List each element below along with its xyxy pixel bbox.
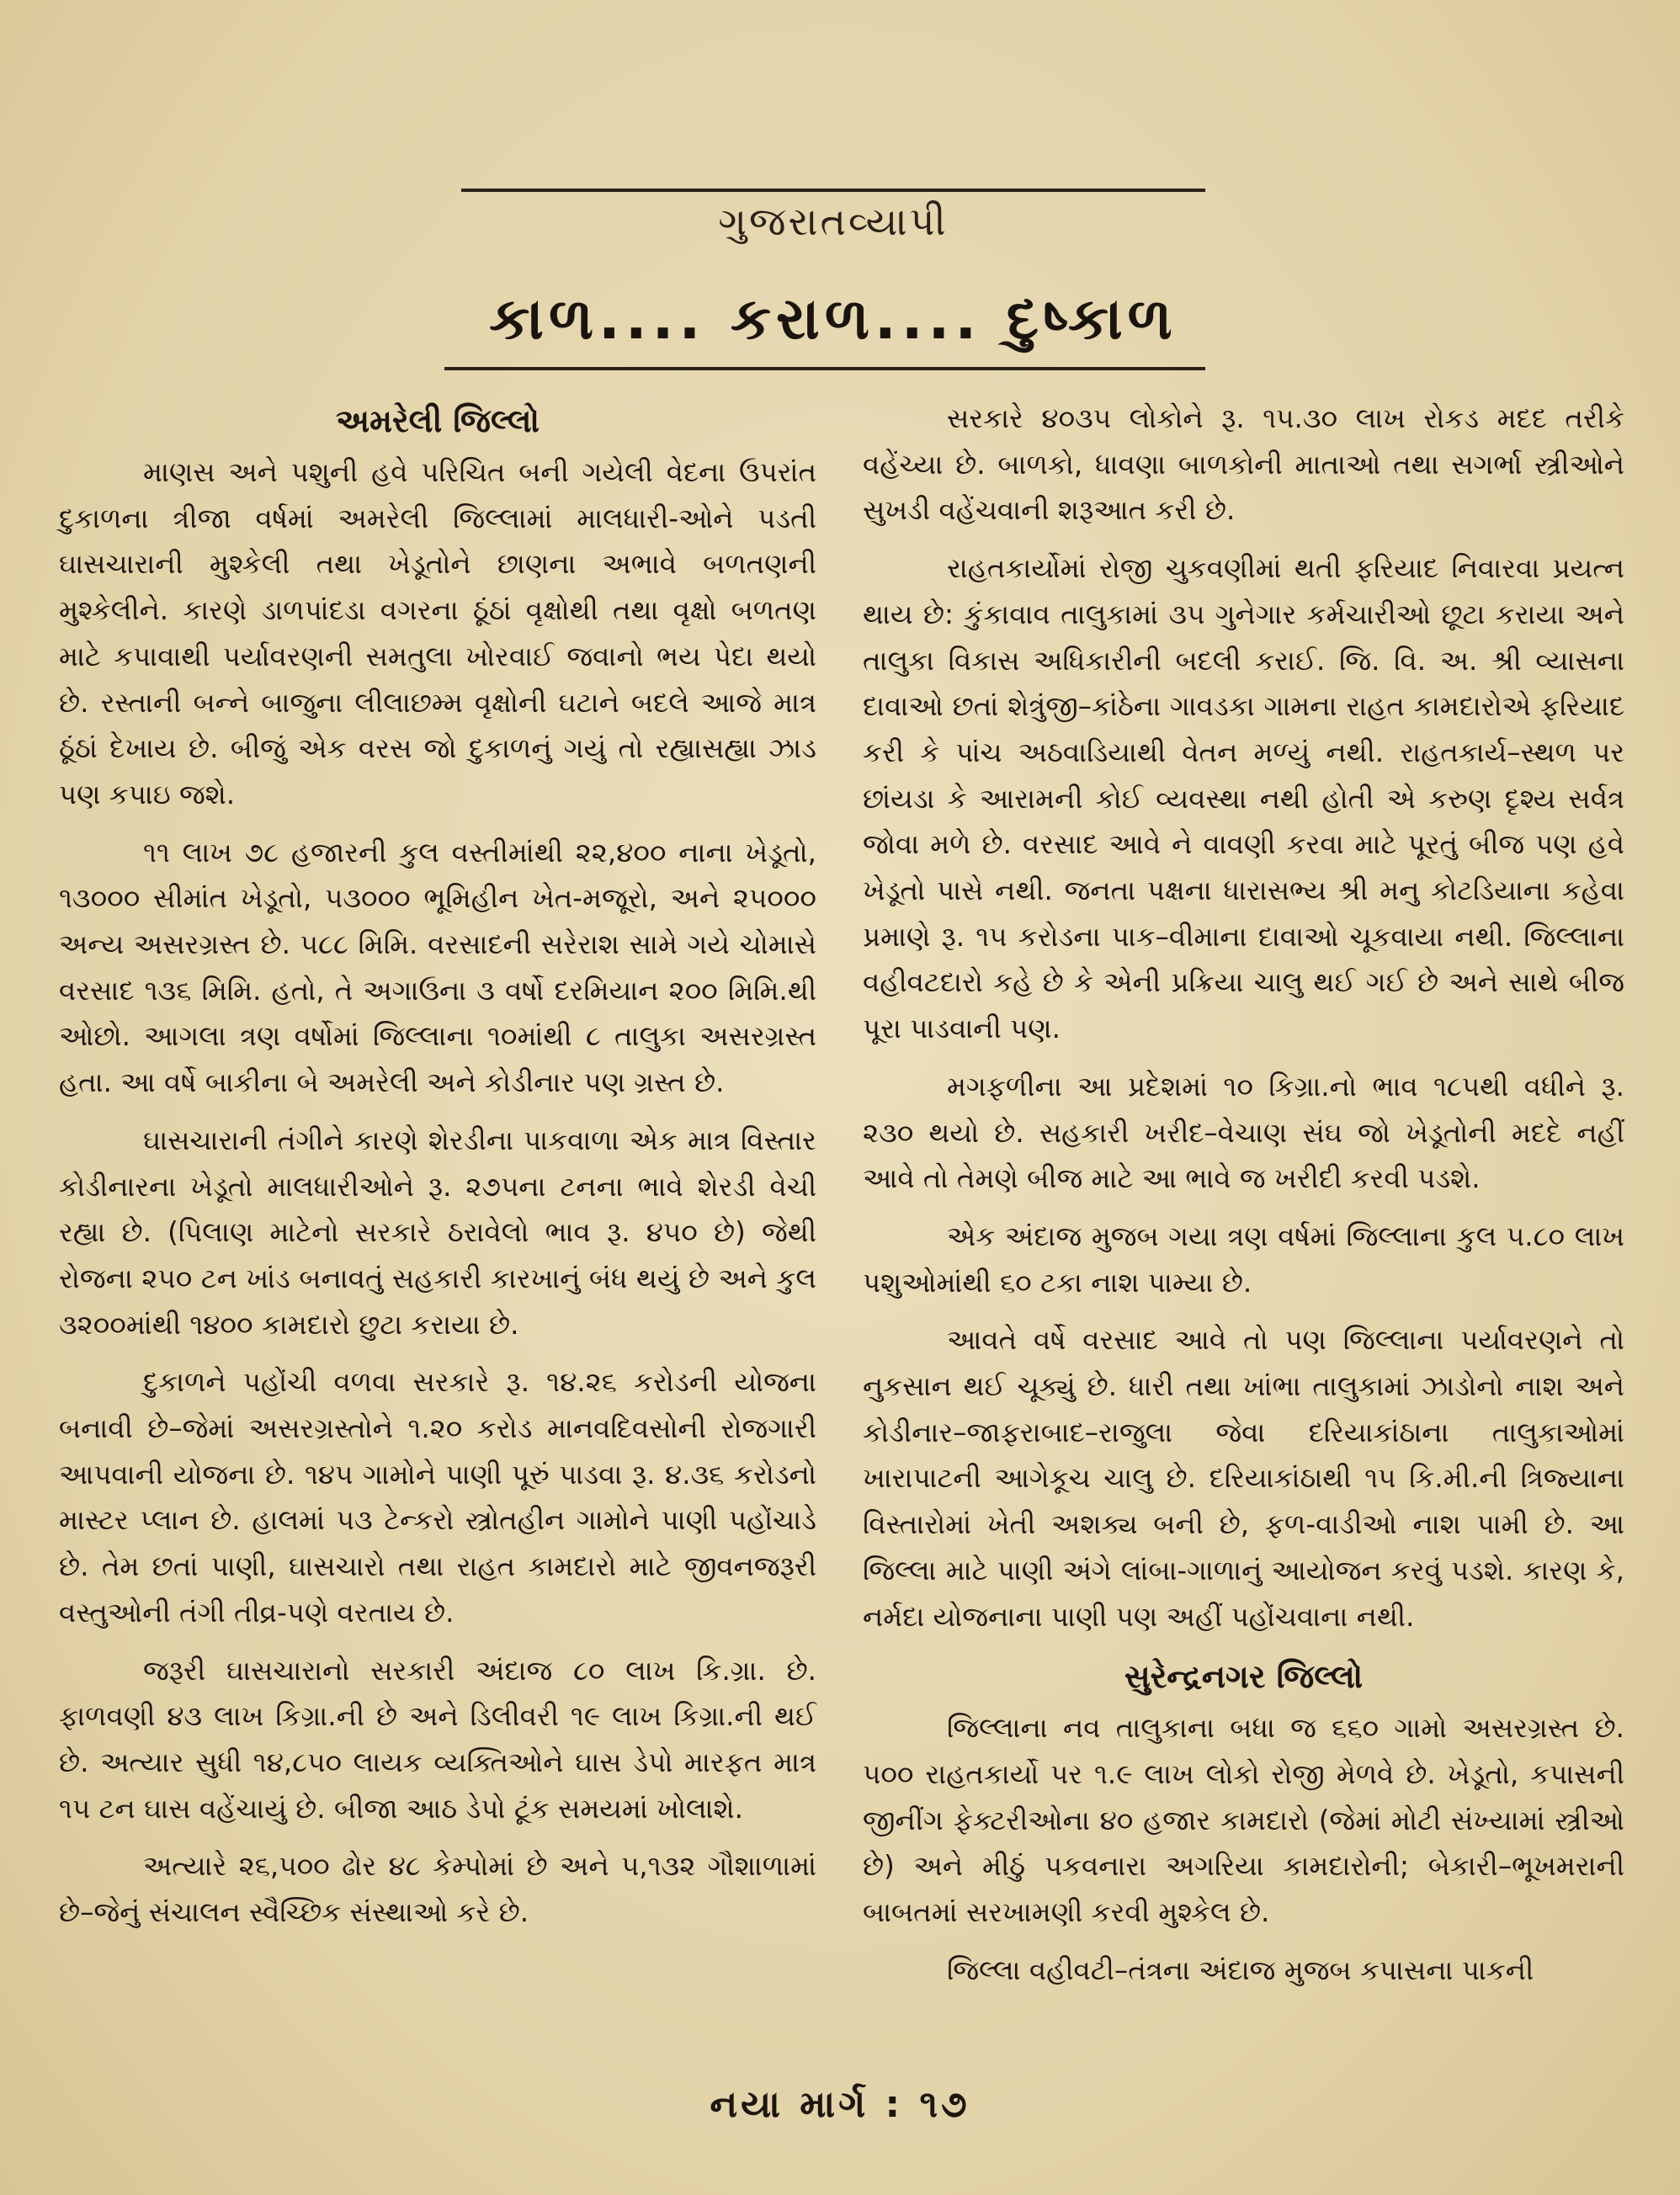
paragraph: આવતે વર્ષે વરસાદ આવે તો પણ જિલ્લાના પર્યાવરણને તો નુકસાન થઈ ચૂક્યું છે. ધારી તથા ખાંભા તાલુકામાં ઝાડોનો નાશ અને કોડીનાર–જાફરાબાદ–રાજુલા જેવા દરિયાકાંઠાના તાલુકાઓમાં ખારાપાટની આગેકૂચ ચાલુ છે. દરિયાકાંઠાથી ૧૫ કિ.મી.ની ત્રિજ્યાના વિસ્તારોમાં ખેતી અશક્ય બની છે, ફળ-વાડીઓ નાશ પામી છે. આ જિલ્લા માટે પાણી અંગે લાંબા-ગાળાનું આયોજન કરવું પડશે. કારણ કે, નર્મદા યોજનાના પાણી પણ અહીં પહોંચવાના નથી. xyxy=(863,1324,1624,1633)
top-rule xyxy=(461,189,1205,192)
paragraph: માણસ અને પશુની હવે પરિચિત બની ગયેલી વેદના ઉપરાંત દુકાળના ત્રીજા વર્ષમાં અમરેલી જિલ્લામાં માલધારી-ઓને પડતી ઘાસચારાની મુશ્કેલી તથા ખેડૂતોને છાણના અભાવે બળતણની મુશ્કેલીને. કારણે ડાળપાંદડા વગરના ઠૂંઠાં વૃક્ષોથી તથા વૃક્ષો બળતણ માટે કપાવાથી પર્યાવરણની સમતુલા ખોરવાઈ જવાનો ભય પેદા થયો છે. રસ્તાની બન્ને બાજુના લીલાછમ્મ વૃક્ષોની ઘટાને બદલે આજે માત્ર ઠૂંઠાં દેખાય છે. બીજું એક વરસ જો દુકાળનું ગયું તો રહ્યાસહ્યા ઝાડ પણ કપાઇ જશે. xyxy=(59,456,816,811)
paragraph: જિલ્લાના નવ તાલુકાના બધા જ ૬૬૦ ગામો અસરગ્રસ્ત છે. ૫૦૦ રાહતકાર્યો પર ૧.૯ લાખ લોકો રોજી મેળવે છે. ખેડૂતો, કપાસની જીનીંગ ફેક્ટરીઓના ૪૦ હજાર કામદારો (જેમાં મોટી સંખ્યામાં સ્ત્રીઓ છે) અને મીઠું પકવનારા અગરિયા કામદારોની; બેકારી–ભૂખમરાની બાબતમાં સરખામણી કરવી મુશ્કેલ છે. xyxy=(863,1712,1624,1929)
paragraph: રાહતકાર્યોમાં રોજી ચુકવણીમાં થતી ફરિયાદ નિવારવા પ્રયત્ન થાય છે: કુંકાવાવ તાલુકામાં ૩૫ ગુનેગાર કર્મચારીઓ છૂટા કરાયા અને તાલુકા વિકાસ અધિકારીની બદલી કરાઈ. જિ. વિ. અ. શ્રી વ્યાસના દાવાઓ છતાં શેત્રુંજી–કાંઠેના ગાવડકા ગામના રાહત કામદારોએ ફરિયાદ કરી કે પાંચ અઠવાડિયાથી વેતન મળ્યું નથી. રાહતકાર્ય–સ્થળ પર છાંયડા કે આરામની કોઈ વ્યવસ્થા નથી હોતી એ કરુણ દૃશ્ય સર્વત્ર જોવા મળે છે. વરસાદ આવે ને વાવણી કરવા માટે પૂરતું બીજ પણ હવે ખેડૂતો પાસે નથી. જનતા પક્ષના ધારાસભ્ય શ્રી મનુ કોટડિયાના કહેવા પ્રમાણે રૂ. ૧૫ કરોડના પાક–વીમાના દાવાઓ ચૂકવાયા નથી. જિલ્લાના વહીવટદારો કહે છે કે એની પ્રક્રિયા ચાલુ થઈ ગઈ છે અને સાથે બીજ પૂરા પાડવાની પણ. xyxy=(863,552,1625,1045)
paragraph: સરકારે ૪૦૩૫ લોકોને રૂ. ૧૫.૩૦ લાખ રોકડ મદદ તરીકે વહેંચ્યા છે. બાળકો, ધાવણા બાળકોની માતાઓ તથા સગર્ભા સ્ત્રીઓને સુખડી વહેંચવાની શરૂઆત કરી છે. xyxy=(863,402,1624,527)
paragraph: જિલ્લા વહીવટી–તંત્રના અંદાજ મુજબ કપાસના પાકની xyxy=(947,1953,1534,1986)
paragraph: એક અંદાજ મુજબ ગયા ત્રણ વર્ષમાં જિલ્લાના કુલ ૫.૮૦ લાખ પશુઓમાંથી ૬૦ ટકા નાશ પામ્યા છે. xyxy=(863,1220,1624,1299)
right-column xyxy=(863,396,1624,2006)
paragraph: ૧૧ લાખ ૭૮ હજારની કુલ વસ્તીમાંથી ૨૨,૪૦૦ નાના ખેડૂતો, ૧૩૦૦૦ સીમાંત ખેડૂતો, ૫૩૦૦૦ ભૂમિહીન ખેત-મજૂરો, અને ૨૫૦૦૦ અન્ય અસરગ્રસ્ત છે. ૫૮૮ મિમિ. વરસાદની સરેરાશ સામે ગયે ચોમાસે વરસાદ ૧૩૬ મિમિ. હતો, તે અગાઉના ૩ વર્ષો દરમિયાન ૨૦૦ મિમિ.થી ઓછો. આગલા ત્રણ વર્ષોમાં જિલ્લાના ૧૦માંથી ૮ તાલુકા અસરગ્રસ્ત હતા. આ વર્ષે બાકીના બે અમરેલી અને કોડીનાર પણ ગ્રસ્ત છે. xyxy=(59,836,816,1099)
article-headline: કાળ.... કરાળ.... દુષ્કાળ xyxy=(489,286,1178,353)
headline-rule xyxy=(444,367,1205,370)
paragraph: અત્યારે ૨૬,૫૦૦ ઢોર ૪૮ કેમ્પોમાં છે અને ૫,૧૩૨ ગૌશાળામાં છે–જેનું સંચાલન સ્વૈચ્છિક સંસ્થાઓ કરે છે. xyxy=(59,1850,816,1929)
paragraph: મગફળીના આ પ્રદેશમાં ૧૦ કિગ્રા.નો ભાવ ૧૮૫થી વધીને રૂ. ૨૩૦ થયો છે. સહકારી ખરીદ–વેચાણ સંઘ જો ખેડૂતોની મદદે નહીં આવે તો તેમણે બીજ માટે આ ભાવે જ ખરીદી કરવી પડશે. xyxy=(863,1070,1625,1195)
paragraph: જરૂરી ઘાસચારાનો સરકારી અંદાજ ૮૦ લાખ કિ.ગ્રા. છે. ફાળવણી ૪૩ લાખ કિગ્રા.ની છે અને ડિલીવરી ૧૯ લાખ કિગ્રા.ની થઈ છે. અત્યાર સુધી ૧૪,૮૫૦ લાયક વ્યક્તિઓને ઘાસ ડેપો મારફત માત્ર ૧૫ ટન ઘાસ વહેંચાયું છે. બીજા આઠ ડેપો ટૂંક સમયમાં ખોલાશે. xyxy=(59,1654,816,1825)
paragraph: ઘાસચારાની તંગીને કારણે શેરડીના પાકવાળા એક માત્ર વિસ્તાર કોડીનારના ખેડૂતો માલધારીઓને રૂ. ૨૭૫ના ટનના ભાવે શેરડી વેચી રહ્યા છે. (પિલાણ માટેનો સરકારે ઠરાવેલો ભાવ રૂ. ૪૫૦ છે) જેથી રોજના ૨૫૦ ટન ખાંડ બનાવતું સહકારી કારખાનું બંધ થયું છે અને કુલ ૩૨૦૦માંથી ૧૪૦૦ કામદારો છુટા કરાયા છે. xyxy=(59,1124,816,1341)
page-footer: નયા માર્ગ : ૧૭ xyxy=(710,2083,970,2126)
section-kicker: ગુજરાતવ્યાપી xyxy=(718,199,949,244)
section-heading-surendranagar: સુરેન્દ્રનગર જિલ્લો xyxy=(1124,1658,1364,1696)
paragraph: દુકાળને પહોંચી વળવા સરકારે રૂ. ૧૪.૨૬ કરોડની યોજના બનાવી છે–જેમાં અસરગ્રસ્તોને ૧.૨૦ કરોડ માનવદિવસોની રોજગારી આપવાની યોજના છે. ૧૪૫ ગામોને પાણી પૂરું પાડવા રૂ. ૪.૩૬ કરોડનો માસ્ટર પ્લાન છે. હાલમાં ૫૩ ટેન્કરો સ્ત્રોતહીન ગામોને પાણી પહોંચાડે છે. તેમ છતાં પાણી, ઘાસચારો તથા રાહત કામદારો માટે જીવનજરૂરી વસ્તુઓની તંગી તીવ્ર-પણે વરતાય છે. xyxy=(59,1366,816,1629)
section-heading-amreli: અમરેલી જિલ્લો xyxy=(336,402,540,439)
left-column xyxy=(59,396,816,1948)
